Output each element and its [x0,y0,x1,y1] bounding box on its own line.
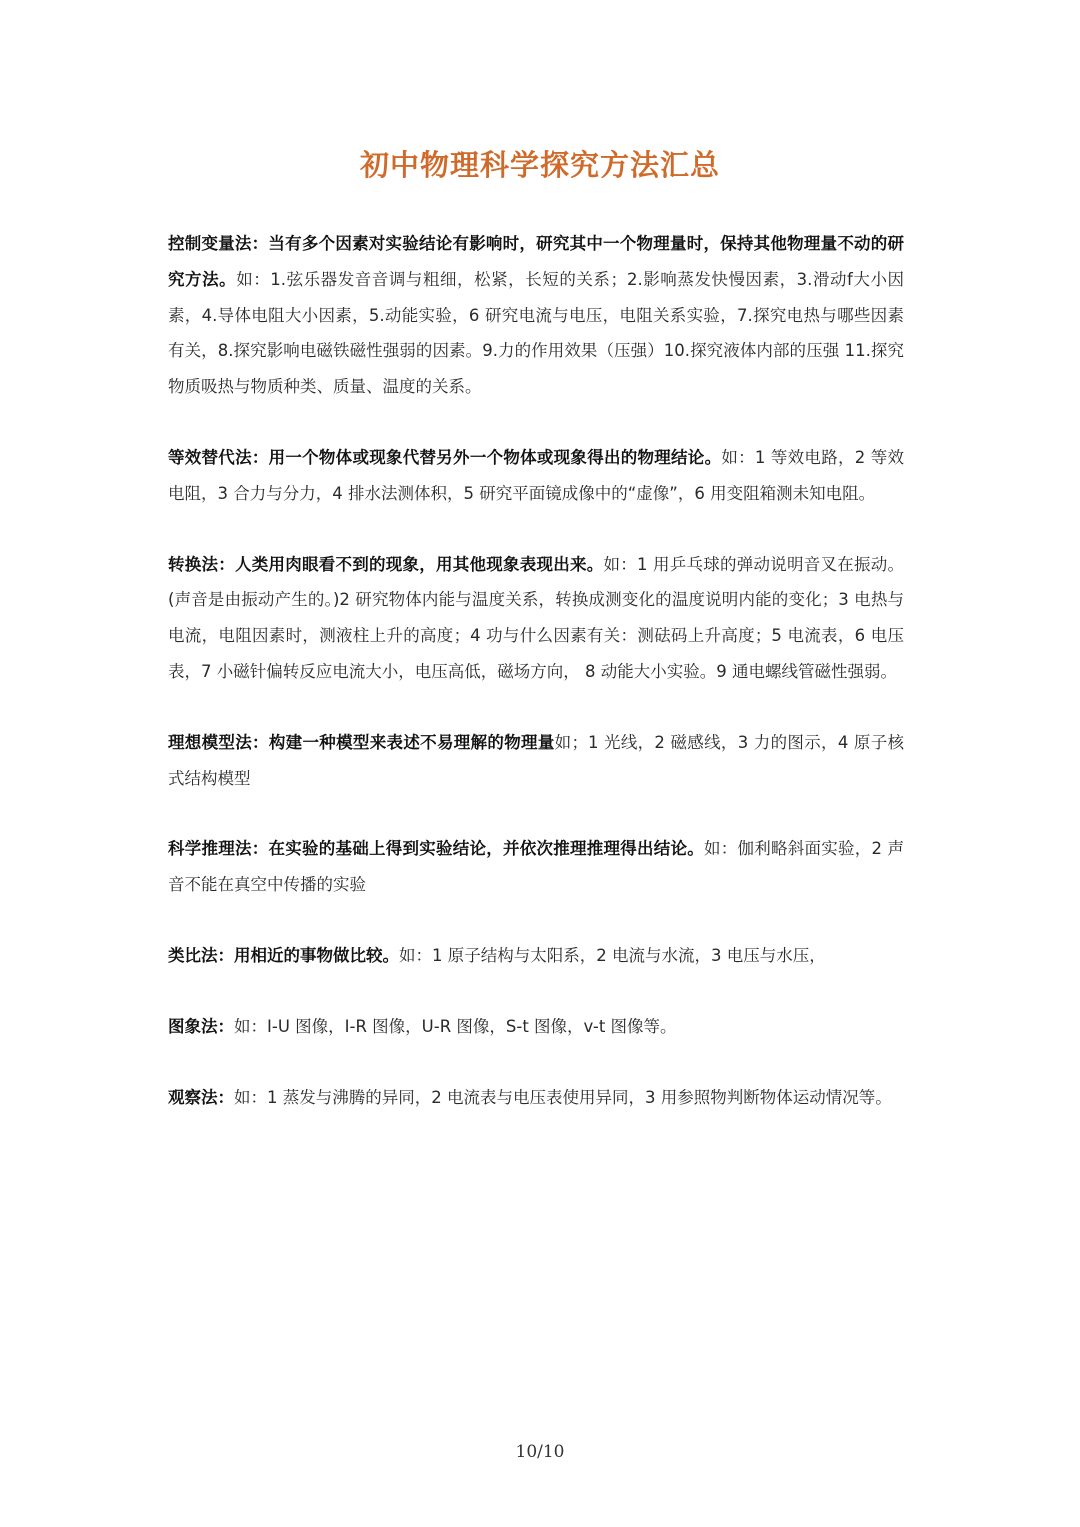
section-definition: 用相近的事物做比较。 [234,945,399,965]
section-examples: 如：伽利略斜面实验，2 声音不能在真空中传播的实验 [168,839,904,895]
section-definition: 用一个物体或现象代替另外一个物体或现象得出的物理结论。 [268,447,722,467]
section-examples: 如：1 蒸发与沸腾的异同，2 电流表与电压表使用异同，3 用参照物判断物体运动情况等。 [234,1087,892,1107]
section-definition: 当有多个因素对实验结论有影响时，研究其中一个物理量时，保持其他物理量不动的研究方法。 [168,234,905,289]
section-definition: 人类用肉眼看不到的现象，用其他现象表现出来。 [235,554,604,574]
section-term: 理想模型法： [168,732,269,752]
section-term: 转换法： [168,554,235,574]
section-term: 图象法： [168,1016,234,1036]
section-scientific-reasoning [168,831,904,903]
section-definition: 在实验的基础上得到实验结论，并依次推理推理得出结论。 [268,839,704,859]
section-term: 类比法： [168,945,234,965]
section-term: 观察法： [168,1087,234,1107]
section-analogy [168,938,904,974]
section-examples: 如：1.弦乐器发音音调与粗细，松紧，长短的关系；2.影响蒸发快慢因素，3.滑动f大小因素，4.导体电阻大小因素，5.动能实验，6 研究电流与电压，电阻关系实验，7.探究电热与哪些因素有关，8.探究影响电磁铁磁性强弱的因素。9.力的作用效果（压强）10.探究液体内部的压强 11.探究物质吸热与物质种类、质量、温度的关系。 [168,269,904,397]
section-graph-method [168,1009,904,1045]
section-term: 等效替代法： [168,447,269,467]
section-ideal-model [168,725,904,797]
page-title: 初中物理科学探究方法汇总 [359,148,720,182]
page-number: 10/10 [515,1442,565,1462]
section-examples: 如：I-U 图像，I-R 图像，U-R 图像，S-t 图像，v-t 图像等。 [234,1016,677,1036]
section-examples: 如：1 原子结构与太阳系，2 电流与水流，3 电压与水压， [399,945,826,965]
section-examples: 如：1 用乒乓球的弹动说明音叉在振动。(声音是由振动产生的。)2 研究物体内能与温度关系，转换成测变化的温度说明内能的变化；3 电热与电流，电阻因素时，测液柱上升的高度；4 功与什么因素有关：测砝码上升高度；5 电流表，6 电压表，7 小磁针偏转反应电流大小，电压高低，磁场方向， 8 动能大小实验。9 通电螺线管磁性强弱。 [168,554,904,681]
section-definition: 构建一种模型来表述不易理解的物理量 [268,732,555,752]
section-conversion [168,547,904,690]
section-term: 控制变量法： [168,234,269,253]
section-control-variables [168,226,904,405]
section-examples: 如：1 等效电路，2 等效电阻，3 合力与分力，4 排水法测体积，5 研究平面镜成像中的“虚像”，6 用变阻箱测未知电阻。 [168,447,905,503]
section-examples: 如；1 光线，2 磁感线，3 力的图示，4 原子核式结构模型 [168,732,904,788]
document-body [168,226,904,1115]
section-equivalent-substitution [168,440,904,512]
section-term: 科学推理法： [168,839,269,859]
section-observation [168,1080,904,1116]
